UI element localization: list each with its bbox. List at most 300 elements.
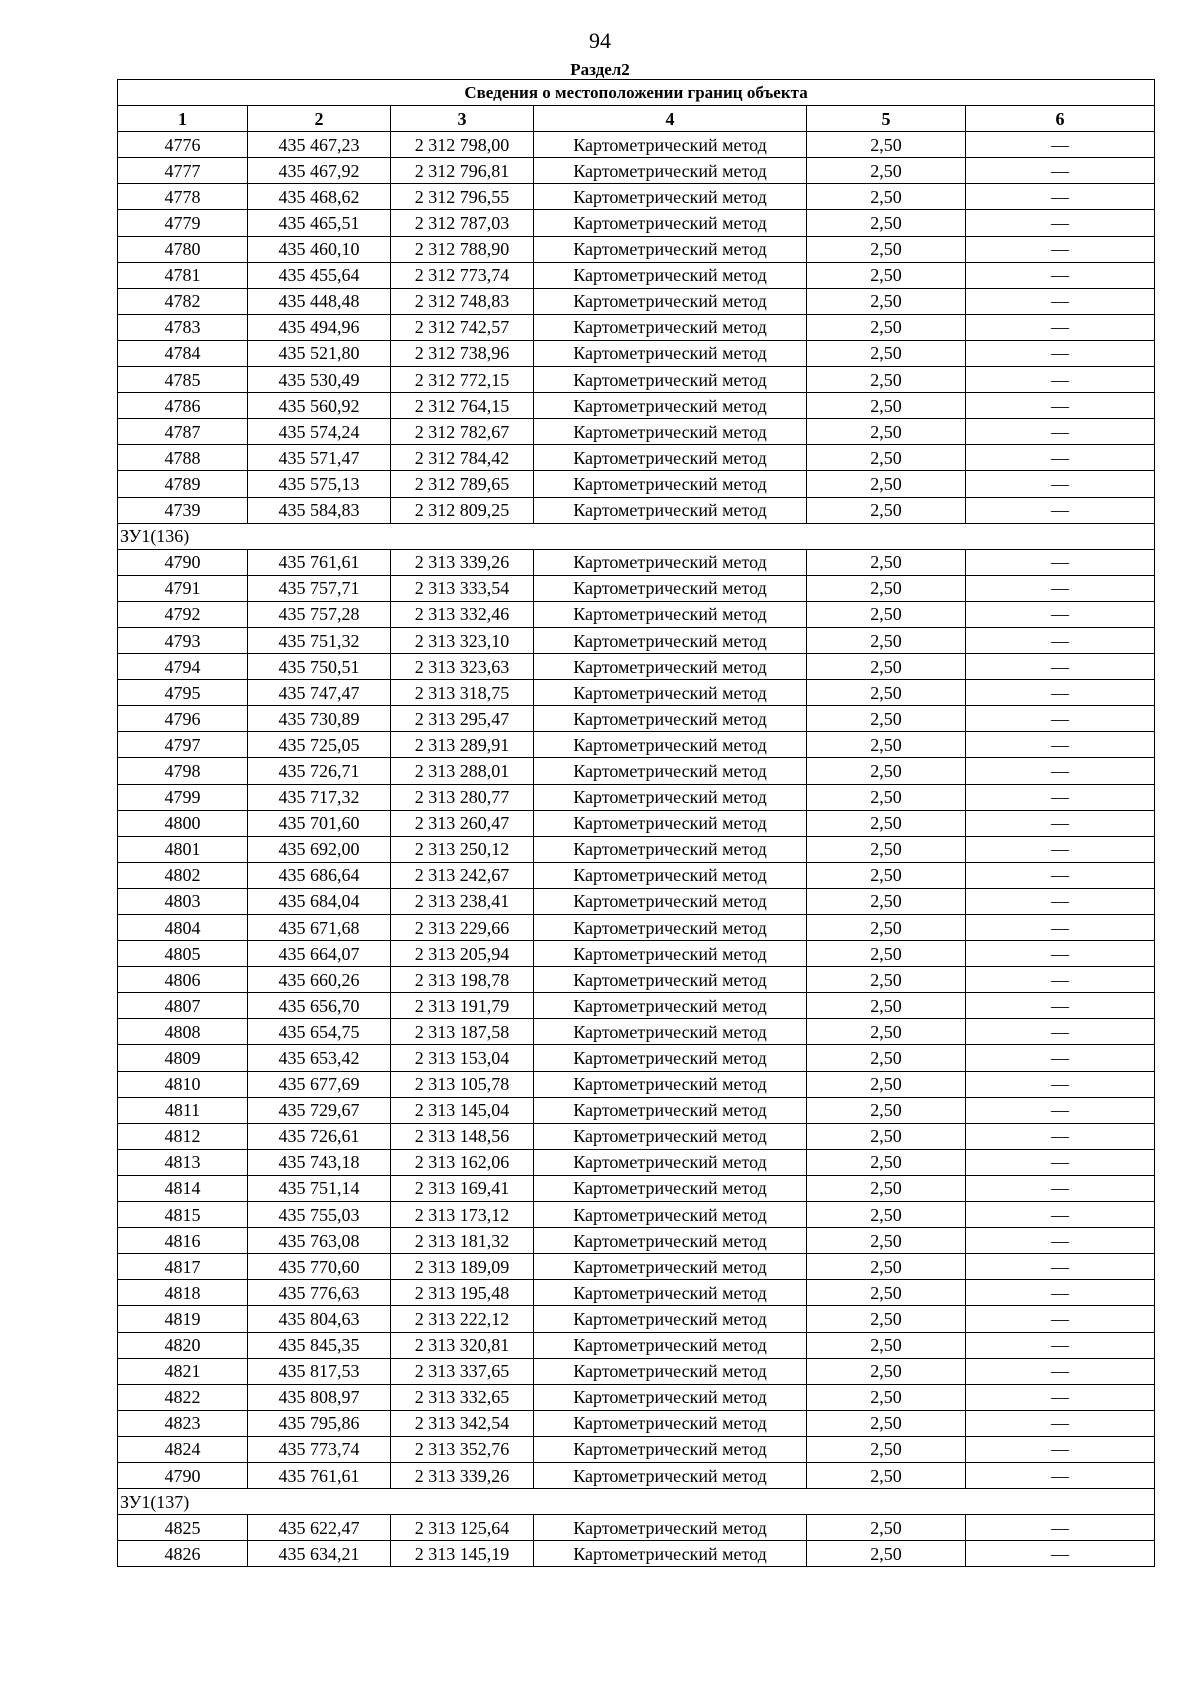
y-coordinate-cell: 2 313 187,58	[391, 1019, 534, 1045]
method-cell: Картометрический метод	[534, 732, 807, 758]
description-cell: —	[966, 1384, 1155, 1410]
y-coordinate-cell: 2 313 153,04	[391, 1045, 534, 1071]
point-number-cell: 4781	[118, 262, 248, 288]
point-number-cell: 4822	[118, 1384, 248, 1410]
y-coordinate-cell: 2 313 323,63	[391, 654, 534, 680]
method-cell: Картометрический метод	[534, 1384, 807, 1410]
description-cell: —	[966, 367, 1155, 393]
table-row	[118, 784, 1155, 810]
accuracy-cell: 2,50	[807, 1436, 966, 1462]
x-coordinate-cell: 435 571,47	[248, 445, 391, 471]
accuracy-cell: 2,50	[807, 1384, 966, 1410]
method-cell: Картометрический метод	[534, 314, 807, 340]
y-coordinate-cell: 2 313 145,19	[391, 1541, 534, 1567]
method-cell: Картометрический метод	[534, 706, 807, 732]
accuracy-cell: 2,50	[807, 993, 966, 1019]
method-cell: Картометрический метод	[534, 340, 807, 366]
method-cell: Картометрический метод	[534, 1228, 807, 1254]
point-number-cell: 4778	[118, 184, 248, 210]
x-coordinate-cell: 435 808,97	[248, 1384, 391, 1410]
point-number-cell: 4777	[118, 158, 248, 184]
accuracy-cell: 2,50	[807, 1358, 966, 1384]
y-coordinate-cell: 2 312 809,25	[391, 497, 534, 523]
table-row	[118, 471, 1155, 497]
accuracy-cell: 2,50	[807, 497, 966, 523]
point-number-cell: 4804	[118, 915, 248, 941]
column-header: 1	[118, 106, 248, 132]
point-number-cell: 4814	[118, 1175, 248, 1201]
y-coordinate-cell: 2 313 352,76	[391, 1436, 534, 1462]
table-row	[118, 888, 1155, 914]
accuracy-cell: 2,50	[807, 314, 966, 340]
accuracy-cell: 2,50	[807, 1019, 966, 1045]
table-row	[118, 575, 1155, 601]
table-row	[118, 1541, 1155, 1567]
method-cell: Картометрический метод	[534, 236, 807, 262]
column-header: 4	[534, 106, 807, 132]
method-cell: Картометрический метод	[534, 967, 807, 993]
description-cell: —	[966, 784, 1155, 810]
accuracy-cell: 2,50	[807, 1280, 966, 1306]
accuracy-cell: 2,50	[807, 627, 966, 653]
method-cell: Картометрический метод	[534, 862, 807, 888]
table-row	[118, 262, 1155, 288]
accuracy-cell: 2,50	[807, 1462, 966, 1488]
method-cell: Картометрический метод	[534, 1149, 807, 1175]
accuracy-cell: 2,50	[807, 836, 966, 862]
accuracy-cell: 2,50	[807, 941, 966, 967]
description-cell: —	[966, 680, 1155, 706]
y-coordinate-cell: 2 312 788,90	[391, 236, 534, 262]
point-number-cell: 4823	[118, 1410, 248, 1436]
section-title: Раздел2	[570, 60, 630, 79]
parcel-group-label: ЗУ1(137)	[118, 1489, 1155, 1515]
y-coordinate-cell: 2 313 339,26	[391, 1462, 534, 1488]
table-row	[118, 445, 1155, 471]
accuracy-cell: 2,50	[807, 340, 966, 366]
x-coordinate-cell: 435 817,53	[248, 1358, 391, 1384]
y-coordinate-cell: 2 313 189,09	[391, 1254, 534, 1280]
method-cell: Картометрический метод	[534, 627, 807, 653]
method-cell: Картометрический метод	[534, 1436, 807, 1462]
table-row	[118, 1175, 1155, 1201]
table-row	[118, 1515, 1155, 1541]
table-row	[118, 1097, 1155, 1123]
point-number-cell: 4783	[118, 314, 248, 340]
method-cell: Картометрический метод	[534, 210, 807, 236]
y-coordinate-cell: 2 313 250,12	[391, 836, 534, 862]
x-coordinate-cell: 435 761,61	[248, 1462, 391, 1488]
y-coordinate-cell: 2 313 333,54	[391, 575, 534, 601]
point-number-cell: 4811	[118, 1097, 248, 1123]
accuracy-cell: 2,50	[807, 1123, 966, 1149]
point-number-cell: 4812	[118, 1123, 248, 1149]
point-number-cell: 4790	[118, 1462, 248, 1488]
y-coordinate-cell: 2 312 764,15	[391, 393, 534, 419]
table-row	[118, 915, 1155, 941]
accuracy-cell: 2,50	[807, 471, 966, 497]
point-number-cell: 4799	[118, 784, 248, 810]
accuracy-cell: 2,50	[807, 575, 966, 601]
point-number-cell: 4813	[118, 1149, 248, 1175]
description-cell: —	[966, 758, 1155, 784]
y-coordinate-cell: 2 312 798,00	[391, 132, 534, 158]
description-cell: —	[966, 1071, 1155, 1097]
x-coordinate-cell: 435 455,64	[248, 262, 391, 288]
method-cell: Картометрический метод	[534, 601, 807, 627]
table-row	[118, 1332, 1155, 1358]
table-row	[118, 210, 1155, 236]
method-cell: Картометрический метод	[534, 132, 807, 158]
accuracy-cell: 2,50	[807, 1254, 966, 1280]
table-row	[118, 732, 1155, 758]
description-cell: —	[966, 158, 1155, 184]
y-coordinate-cell: 2 312 789,65	[391, 471, 534, 497]
point-number-cell: 4820	[118, 1332, 248, 1358]
table-row	[118, 1202, 1155, 1228]
description-cell: —	[966, 497, 1155, 523]
point-number-cell: 4796	[118, 706, 248, 732]
x-coordinate-cell: 435 763,08	[248, 1228, 391, 1254]
description-cell: —	[966, 967, 1155, 993]
y-coordinate-cell: 2 313 205,94	[391, 941, 534, 967]
table-row	[118, 1410, 1155, 1436]
x-coordinate-cell: 435 465,51	[248, 210, 391, 236]
y-coordinate-cell: 2 313 145,04	[391, 1097, 534, 1123]
x-coordinate-cell: 435 770,60	[248, 1254, 391, 1280]
accuracy-cell: 2,50	[807, 732, 966, 758]
point-number-cell: 4806	[118, 967, 248, 993]
accuracy-cell: 2,50	[807, 810, 966, 836]
method-cell: Картометрический метод	[534, 393, 807, 419]
x-coordinate-cell: 435 692,00	[248, 836, 391, 862]
description-cell: —	[966, 1515, 1155, 1541]
accuracy-cell: 2,50	[807, 1149, 966, 1175]
point-number-cell: 4785	[118, 367, 248, 393]
method-cell: Картометрический метод	[534, 680, 807, 706]
boundary-coordinates-table	[117, 79, 1155, 1567]
description-cell: —	[966, 393, 1155, 419]
table-row	[118, 340, 1155, 366]
accuracy-cell: 2,50	[807, 1228, 966, 1254]
point-number-cell: 4825	[118, 1515, 248, 1541]
method-cell: Картометрический метод	[534, 497, 807, 523]
y-coordinate-cell: 2 313 148,56	[391, 1123, 534, 1149]
table-row	[118, 236, 1155, 262]
x-coordinate-cell: 435 773,74	[248, 1436, 391, 1462]
point-number-cell: 4779	[118, 210, 248, 236]
method-cell: Картометрический метод	[534, 1097, 807, 1123]
table-row	[118, 654, 1155, 680]
y-coordinate-cell: 2 312 796,81	[391, 158, 534, 184]
point-number-cell: 4819	[118, 1306, 248, 1332]
x-coordinate-cell: 435 660,26	[248, 967, 391, 993]
description-cell: —	[966, 1175, 1155, 1201]
accuracy-cell: 2,50	[807, 158, 966, 184]
accuracy-cell: 2,50	[807, 758, 966, 784]
table-row	[118, 1254, 1155, 1280]
y-coordinate-cell: 2 313 295,47	[391, 706, 534, 732]
accuracy-cell: 2,50	[807, 967, 966, 993]
table-row	[118, 1384, 1155, 1410]
accuracy-cell: 2,50	[807, 367, 966, 393]
column-header: 2	[248, 106, 391, 132]
accuracy-cell: 2,50	[807, 888, 966, 914]
method-cell: Картометрический метод	[534, 1019, 807, 1045]
point-number-cell: 4802	[118, 862, 248, 888]
description-cell: —	[966, 601, 1155, 627]
description-cell: —	[966, 288, 1155, 314]
point-number-cell: 4803	[118, 888, 248, 914]
table-row	[118, 967, 1155, 993]
table-row	[118, 1280, 1155, 1306]
accuracy-cell: 2,50	[807, 262, 966, 288]
table-row	[118, 862, 1155, 888]
x-coordinate-cell: 435 468,62	[248, 184, 391, 210]
description-cell: —	[966, 549, 1155, 575]
x-coordinate-cell: 435 521,80	[248, 340, 391, 366]
description-cell: —	[966, 1019, 1155, 1045]
y-coordinate-cell: 2 313 169,41	[391, 1175, 534, 1201]
x-coordinate-cell: 435 575,13	[248, 471, 391, 497]
y-coordinate-cell: 2 313 242,67	[391, 862, 534, 888]
y-coordinate-cell: 2 313 222,12	[391, 1306, 534, 1332]
point-number-cell: 4789	[118, 471, 248, 497]
point-number-cell: 4739	[118, 497, 248, 523]
y-coordinate-cell: 2 313 280,77	[391, 784, 534, 810]
point-number-cell: 4780	[118, 236, 248, 262]
table-caption: Сведения о местоположении границ объекта	[118, 80, 1155, 106]
table-row	[118, 993, 1155, 1019]
table-caption-row	[118, 80, 1155, 106]
description-cell: —	[966, 262, 1155, 288]
accuracy-cell: 2,50	[807, 1071, 966, 1097]
table-row	[118, 1123, 1155, 1149]
accuracy-cell: 2,50	[807, 915, 966, 941]
table-row	[118, 288, 1155, 314]
method-cell: Картометрический метод	[534, 915, 807, 941]
table-row	[118, 758, 1155, 784]
point-number-cell: 4815	[118, 1202, 248, 1228]
point-number-cell: 4807	[118, 993, 248, 1019]
x-coordinate-cell: 435 560,92	[248, 393, 391, 419]
table-row	[118, 158, 1155, 184]
x-coordinate-cell: 435 671,68	[248, 915, 391, 941]
description-cell: —	[966, 132, 1155, 158]
table-row	[118, 1436, 1155, 1462]
description-cell: —	[966, 314, 1155, 340]
accuracy-cell: 2,50	[807, 1202, 966, 1228]
table-row	[118, 1149, 1155, 1175]
method-cell: Картометрический метод	[534, 1254, 807, 1280]
method-cell: Картометрический метод	[534, 1202, 807, 1228]
y-coordinate-cell: 2 313 332,65	[391, 1384, 534, 1410]
point-number-cell: 4801	[118, 836, 248, 862]
x-coordinate-cell: 435 460,10	[248, 236, 391, 262]
x-coordinate-cell: 435 467,92	[248, 158, 391, 184]
point-number-cell: 4776	[118, 132, 248, 158]
description-cell: —	[966, 184, 1155, 210]
accuracy-cell: 2,50	[807, 549, 966, 575]
method-cell: Картометрический метод	[534, 1175, 807, 1201]
table-row	[118, 393, 1155, 419]
method-cell: Картометрический метод	[534, 419, 807, 445]
description-cell: —	[966, 732, 1155, 758]
point-number-cell: 4805	[118, 941, 248, 967]
method-cell: Картометрический метод	[534, 654, 807, 680]
description-cell: —	[966, 445, 1155, 471]
description-cell: —	[966, 340, 1155, 366]
y-coordinate-cell: 2 312 748,83	[391, 288, 534, 314]
description-cell: —	[966, 1541, 1155, 1567]
y-coordinate-cell: 2 313 260,47	[391, 810, 534, 836]
x-coordinate-cell: 435 729,67	[248, 1097, 391, 1123]
point-number-cell: 4784	[118, 340, 248, 366]
description-cell: —	[966, 1149, 1155, 1175]
accuracy-cell: 2,50	[807, 654, 966, 680]
y-coordinate-cell: 2 313 191,79	[391, 993, 534, 1019]
point-number-cell: 4798	[118, 758, 248, 784]
table-row	[118, 1306, 1155, 1332]
table-row	[118, 1019, 1155, 1045]
description-cell: —	[966, 471, 1155, 497]
x-coordinate-cell: 435 795,86	[248, 1410, 391, 1436]
method-cell: Картометрический метод	[534, 1045, 807, 1071]
table-row	[118, 132, 1155, 158]
method-cell: Картометрический метод	[534, 1071, 807, 1097]
point-number-cell: 4826	[118, 1541, 248, 1567]
description-cell: —	[966, 419, 1155, 445]
x-coordinate-cell: 435 634,21	[248, 1541, 391, 1567]
x-coordinate-cell: 435 654,75	[248, 1019, 391, 1045]
y-coordinate-cell: 2 313 289,91	[391, 732, 534, 758]
y-coordinate-cell: 2 312 742,57	[391, 314, 534, 340]
x-coordinate-cell: 435 717,32	[248, 784, 391, 810]
x-coordinate-cell: 435 730,89	[248, 706, 391, 732]
method-cell: Картометрический метод	[534, 445, 807, 471]
method-cell: Картометрический метод	[534, 1515, 807, 1541]
x-coordinate-cell: 435 574,24	[248, 419, 391, 445]
y-coordinate-cell: 2 313 238,41	[391, 888, 534, 914]
point-number-cell: 4809	[118, 1045, 248, 1071]
table-row	[118, 601, 1155, 627]
description-cell: —	[966, 210, 1155, 236]
table-row	[118, 1228, 1155, 1254]
y-coordinate-cell: 2 313 195,48	[391, 1280, 534, 1306]
accuracy-cell: 2,50	[807, 236, 966, 262]
x-coordinate-cell: 435 757,28	[248, 601, 391, 627]
table-row	[118, 836, 1155, 862]
y-coordinate-cell: 2 312 782,67	[391, 419, 534, 445]
method-cell: Картометрический метод	[534, 1462, 807, 1488]
description-cell: —	[966, 575, 1155, 601]
x-coordinate-cell: 435 751,14	[248, 1175, 391, 1201]
x-coordinate-cell: 435 686,64	[248, 862, 391, 888]
accuracy-cell: 2,50	[807, 393, 966, 419]
x-coordinate-cell: 435 845,35	[248, 1332, 391, 1358]
method-cell: Картометрический метод	[534, 575, 807, 601]
column-header: 3	[391, 106, 534, 132]
method-cell: Картометрический метод	[534, 549, 807, 575]
method-cell: Картометрический метод	[534, 1280, 807, 1306]
y-coordinate-cell: 2 313 342,54	[391, 1410, 534, 1436]
method-cell: Картометрический метод	[534, 941, 807, 967]
point-number-cell: 4790	[118, 549, 248, 575]
method-cell: Картометрический метод	[534, 1306, 807, 1332]
point-number-cell: 4787	[118, 419, 248, 445]
point-number-cell: 4816	[118, 1228, 248, 1254]
parcel-group-label: ЗУ1(136)	[118, 523, 1155, 549]
description-cell: —	[966, 1306, 1155, 1332]
x-coordinate-cell: 435 494,96	[248, 314, 391, 340]
x-coordinate-cell: 435 743,18	[248, 1149, 391, 1175]
table-row	[118, 680, 1155, 706]
description-cell: —	[966, 1123, 1155, 1149]
method-cell: Картометрический метод	[534, 1332, 807, 1358]
description-cell: —	[966, 654, 1155, 680]
y-coordinate-cell: 2 312 784,42	[391, 445, 534, 471]
accuracy-cell: 2,50	[807, 706, 966, 732]
method-cell: Картометрический метод	[534, 288, 807, 314]
table-row	[118, 1358, 1155, 1384]
description-cell: —	[966, 1462, 1155, 1488]
x-coordinate-cell: 435 726,61	[248, 1123, 391, 1149]
y-coordinate-cell: 2 312 772,15	[391, 367, 534, 393]
description-cell: —	[966, 888, 1155, 914]
point-number-cell: 4810	[118, 1071, 248, 1097]
x-coordinate-cell: 435 755,03	[248, 1202, 391, 1228]
page-number: 94	[589, 28, 611, 53]
y-coordinate-cell: 2 313 337,65	[391, 1358, 534, 1384]
method-cell: Картометрический метод	[534, 1541, 807, 1567]
x-coordinate-cell: 435 467,23	[248, 132, 391, 158]
x-coordinate-cell: 435 653,42	[248, 1045, 391, 1071]
x-coordinate-cell: 435 747,47	[248, 680, 391, 706]
accuracy-cell: 2,50	[807, 419, 966, 445]
accuracy-cell: 2,50	[807, 1332, 966, 1358]
x-coordinate-cell: 435 622,47	[248, 1515, 391, 1541]
description-cell: —	[966, 993, 1155, 1019]
description-cell: —	[966, 1254, 1155, 1280]
x-coordinate-cell: 435 664,07	[248, 941, 391, 967]
x-coordinate-cell: 435 804,63	[248, 1306, 391, 1332]
point-number-cell: 4788	[118, 445, 248, 471]
accuracy-cell: 2,50	[807, 601, 966, 627]
point-number-cell: 4824	[118, 1436, 248, 1462]
table-row	[118, 549, 1155, 575]
accuracy-cell: 2,50	[807, 1515, 966, 1541]
table-row	[118, 1045, 1155, 1071]
accuracy-cell: 2,50	[807, 184, 966, 210]
method-cell: Картометрический метод	[534, 1410, 807, 1436]
method-cell: Картометрический метод	[534, 784, 807, 810]
method-cell: Картометрический метод	[534, 993, 807, 1019]
table-row	[118, 184, 1155, 210]
y-coordinate-cell: 2 313 339,26	[391, 549, 534, 575]
method-cell: Картометрический метод	[534, 367, 807, 393]
point-number-cell: 4782	[118, 288, 248, 314]
description-cell: —	[966, 1410, 1155, 1436]
accuracy-cell: 2,50	[807, 1410, 966, 1436]
y-coordinate-cell: 2 313 181,32	[391, 1228, 534, 1254]
y-coordinate-cell: 2 313 198,78	[391, 967, 534, 993]
x-coordinate-cell: 435 530,49	[248, 367, 391, 393]
parcel-group-row	[118, 523, 1155, 549]
point-number-cell: 4808	[118, 1019, 248, 1045]
method-cell: Картометрический метод	[534, 1358, 807, 1384]
point-number-cell: 4797	[118, 732, 248, 758]
x-coordinate-cell: 435 448,48	[248, 288, 391, 314]
